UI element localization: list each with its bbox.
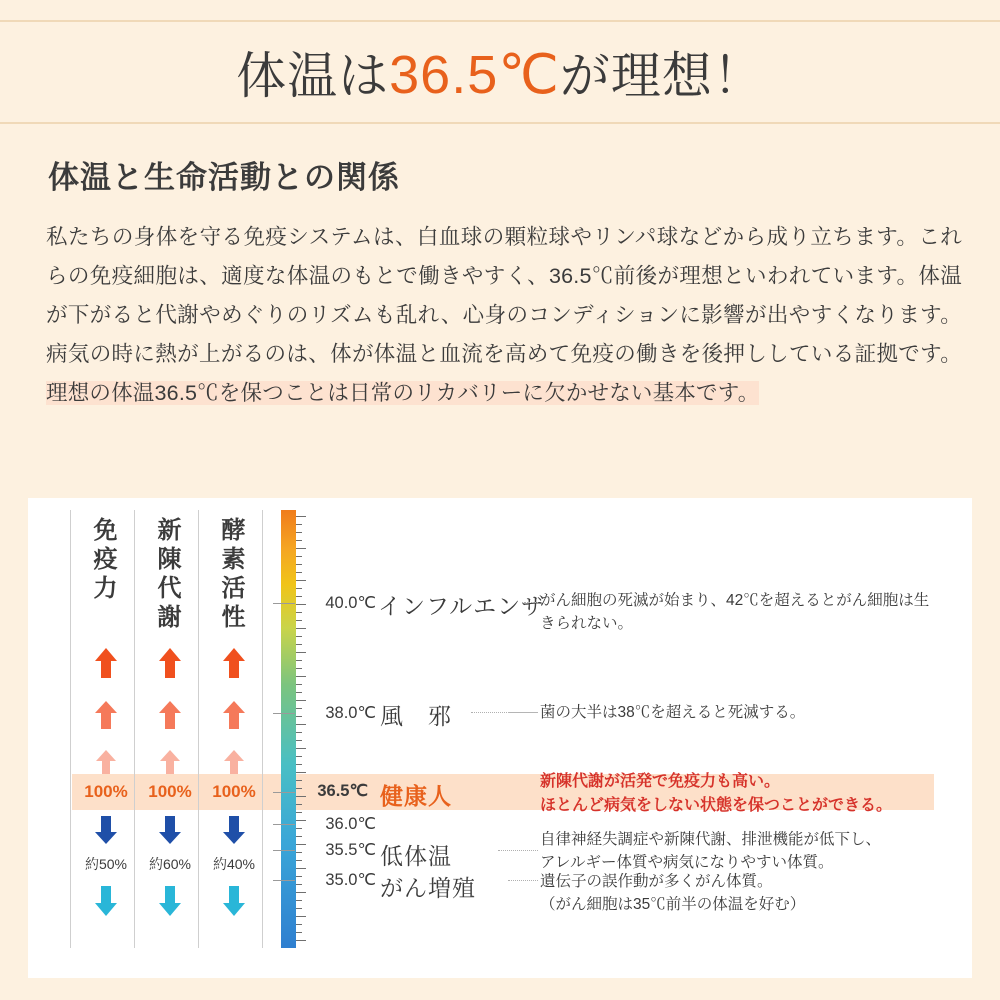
column-divider-1 [70,510,71,948]
leader-influenza [524,602,538,604]
up-arrow-immunity-3 [91,750,121,774]
up-arrow-enzyme-3 [219,750,249,774]
leader-low-temp [498,850,538,852]
down-arrow-metabolism-2 [155,886,185,916]
up-arrow-metabolism-2 [155,701,185,729]
col2-char4: 謝 [157,604,183,631]
up-arrow-immunity-1 [91,648,121,678]
up-arrow-immunity-2 [91,701,121,729]
temp-label-36: 36.0℃ [325,815,376,833]
temp-label-35: 35.0℃ [325,871,376,889]
header-banner [0,20,1000,124]
tickline-36 [273,824,295,825]
up-arrow-enzyme-1 [219,648,249,678]
leader-cold-solid [508,712,538,713]
desc-cancer-line1: 遺伝子の誤作動が多くがん体質。 [540,873,773,890]
section-paragraph [46,218,962,413]
up-arrow-metabolism-1 [155,648,185,678]
desc-healthy-line1: 新陳代謝が活発で免疫力も高い。 [540,773,781,790]
col3-char3: 活 [221,575,247,602]
event-label-healthy: 健康人 [380,783,452,809]
value-metabolism-100: 100% [148,782,192,801]
col1-char2: 疫 [93,546,119,573]
temp-label-355: 35.5℃ [325,841,376,859]
desc-influenza: がん細胞の死滅が始まり、42℃を超えるとがん細胞は生きられない。 [540,592,930,632]
desc-low-temp-line1: 自律神経失調症や新陳代謝、排泄機能が低下し、 [540,831,882,848]
page-title-accent: 36.5℃ [389,45,560,105]
tickline-40 [273,603,295,604]
up-arrow-enzyme-2 [219,701,249,729]
value-immunity-low: 約50% [84,856,128,872]
column-divider-2 [134,510,135,948]
page-title-after: が理想！ [559,48,764,104]
desc-low-temp-line2: アレルギー体質や病気になりやすい体質。 [540,854,834,871]
column-header-immunity [78,516,134,603]
col1-char3: 力 [93,575,119,602]
desc-cancer-line2: （がん細胞は35℃前半の体温を好む） [540,896,806,913]
desc-healthy [540,770,950,818]
col3-char2: 素 [221,546,247,573]
value-enzyme-low: 約40% [212,856,256,872]
down-arrow-enzyme-1 [219,816,249,844]
column-header-metabolism [142,516,198,632]
section-title: 体温と生命活動との関係 [48,160,400,195]
col3-char1: 酵 [221,517,247,544]
down-arrow-immunity-1 [91,816,121,844]
desc-healthy-line2: ほとんど病気をしない状態を保つことができる。 [540,797,893,814]
event-label-cold: 風 邪 [380,703,452,729]
tickline-38 [273,713,295,714]
down-arrow-enzyme-2 [219,886,249,916]
tickline-355 [273,850,295,851]
desc-cold: 菌の大半は38℃を超えると死滅する。 [540,704,806,721]
value-metabolism-low: 約60% [148,856,192,872]
col2-char1: 新 [157,517,183,544]
desc-low-temp [540,828,950,874]
up-arrow-metabolism-3 [155,750,185,774]
down-arrow-metabolism-1 [155,816,185,844]
col2-char3: 代 [157,575,183,602]
leader-cancer [508,880,538,882]
paragraph-highlight: 理想の体温36.5℃を保つことは日常のリカバリーに欠かせない基本です。 [46,381,760,405]
temp-label-365: 36.5℃ [317,782,368,800]
column-divider-3 [198,510,199,948]
down-arrow-immunity-2 [91,886,121,916]
paragraph-main: 私たちの身体を守る免疫システムは、白血球の顆粒球やリンパ球などから成り立ちます。これらの免疫細胞は、適度な体温のもとで働きやすく、36.5℃前後が理想といわれています。体温が下がると代謝やめぐりのリズムも乱れ、心身のコンディションに影響が出やすくなります。病気の時に熱が上がるのは、体が体温と血流を高めて免疫の働きを後押ししている証拠です。 [46,225,962,366]
temp-label-38: 38.0℃ [325,704,376,722]
page-title [236,36,764,108]
event-label-cancer: がん増殖 [380,875,476,901]
col2-char2: 陳 [157,546,183,573]
column-divider-4 [262,510,263,948]
col3-char4: 性 [221,604,247,631]
page-title-before: 体温は [236,48,390,104]
event-label-low-temp: 低体温 [380,843,452,869]
desc-cancer [540,870,950,916]
value-enzyme-100: 100% [212,782,256,801]
temp-label-40: 40.0℃ [325,594,376,612]
tickline-35 [273,880,295,881]
temperature-diagram [28,498,972,978]
col1-char1: 免 [93,517,119,544]
column-header-enzyme [206,516,262,632]
event-label-influenza: インフルエンザ [378,593,546,619]
value-immunity-100: 100% [84,782,128,801]
